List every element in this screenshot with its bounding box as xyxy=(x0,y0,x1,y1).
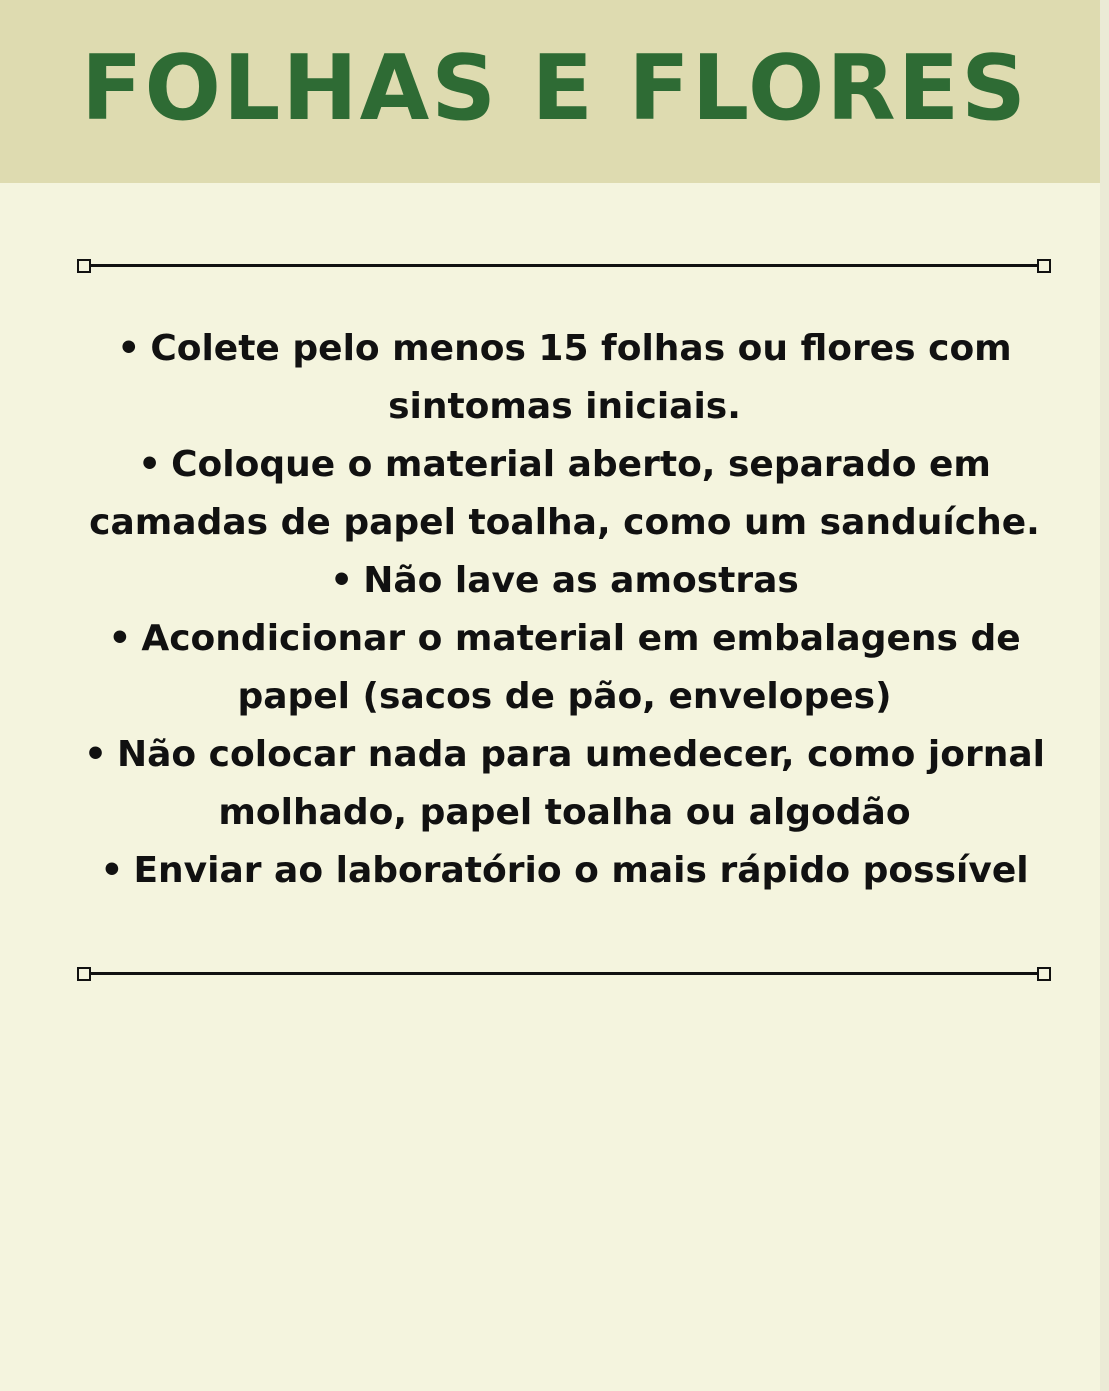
instruction-item xyxy=(60,726,1069,842)
bullet-icon: • xyxy=(330,560,354,601)
instruction-text: Não lave as amostras xyxy=(363,560,799,601)
bullet-icon: • xyxy=(138,444,162,485)
instruction-item xyxy=(60,320,1069,436)
instruction-text: Coloque o material aberto, separado em camadas de papel toalha, como um sanduíche. xyxy=(89,444,1040,543)
divider-endcap-right xyxy=(1037,259,1051,273)
instruction-text: Acondicionar o material em embalagens de papel (sacos de pão, envelopes) xyxy=(141,618,1021,717)
instruction-item xyxy=(60,842,1069,900)
instruction-list xyxy=(60,320,1069,900)
page-title: FOLHAS E FLORES xyxy=(80,36,1028,141)
bullet-icon: • xyxy=(117,328,141,369)
bottom-divider xyxy=(77,966,1051,982)
top-divider xyxy=(77,258,1051,274)
bullet-icon: • xyxy=(83,734,107,775)
right-edge-strip xyxy=(1100,0,1109,1391)
divider-line xyxy=(85,972,1043,975)
divider-endcap-left xyxy=(77,967,91,981)
header-banner xyxy=(0,0,1109,183)
instruction-text: Não colocar nada para umedecer, como jornal molhado, papel toalha ou algodão xyxy=(116,734,1046,833)
divider-line xyxy=(85,264,1043,267)
instruction-text: Colete pelo menos 15 folhas ou flores com sintomas iniciais. xyxy=(150,328,1012,427)
instruction-item xyxy=(60,436,1069,552)
instruction-text: Enviar ao laboratório o mais rápido possível xyxy=(133,850,1029,891)
divider-endcap-right xyxy=(1037,967,1051,981)
instruction-item xyxy=(60,552,1069,610)
instruction-item xyxy=(60,610,1069,726)
bullet-icon: • xyxy=(108,618,132,659)
divider-endcap-left xyxy=(77,259,91,273)
bullet-icon: • xyxy=(100,850,124,891)
